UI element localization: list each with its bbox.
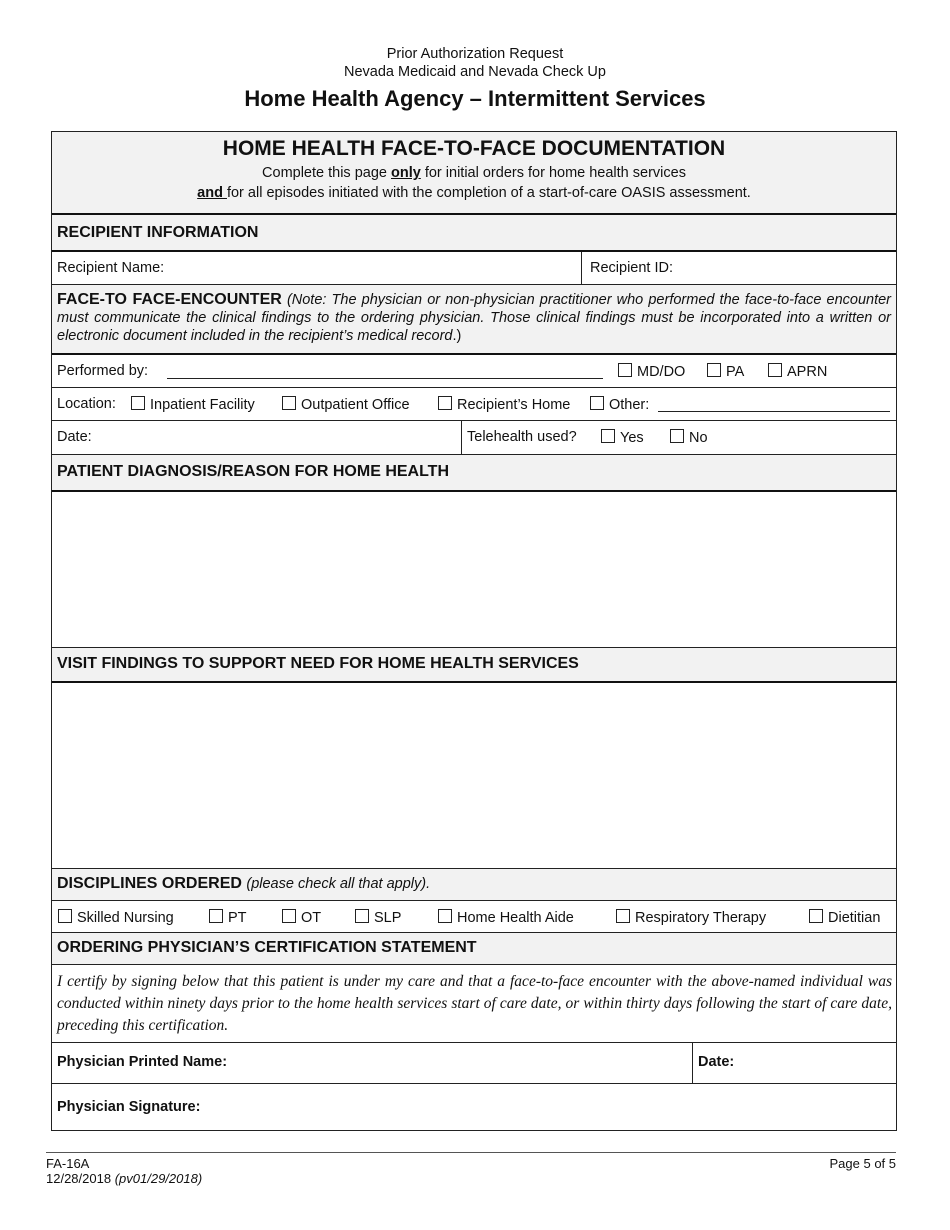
findings-textarea[interactable]	[52, 681, 896, 868]
physician-date-label: Date:	[698, 1054, 735, 1070]
recipient-section-header	[52, 213, 896, 250]
checkbox-icon	[601, 429, 615, 443]
face-to-face-form	[51, 131, 897, 1131]
physician-signature-label: Physician Signature:	[57, 1099, 201, 1115]
disciplines-note: (please check all that apply).	[246, 876, 431, 892]
recipient-name-field[interactable]	[52, 252, 581, 284]
telehealth-cell	[461, 421, 896, 454]
recipient-name-label: Recipient Name:	[57, 260, 165, 276]
outpatient-office-label: Outpatient Office	[301, 397, 410, 413]
diagnosis-section-header	[52, 454, 896, 490]
banner-line2-bold: and	[197, 185, 227, 201]
aprn-label: APRN	[787, 364, 828, 380]
checkbox-icon	[58, 909, 72, 923]
telehealth-label: Telehealth used?	[467, 429, 577, 445]
footer-date: 12/28/2018	[46, 1171, 112, 1186]
recipients-home-label: Recipient’s Home	[457, 397, 571, 413]
certification-section-header	[52, 932, 896, 964]
header-line2: Nevada Medicaid and Nevada Check Up	[344, 64, 606, 80]
footer-date-line	[46, 1171, 202, 1186]
form-banner-title: HOME HEALTH FACE-TO-FACE DOCUMENTATION	[222, 137, 726, 160]
skilled-nursing-checkbox[interactable]	[58, 909, 174, 926]
checkbox-icon	[809, 909, 823, 923]
checkbox-icon	[131, 396, 145, 410]
banner-line2-post: for all episodes initiated with the completion of a start-of-care OASIS assessment.	[226, 185, 751, 201]
diagnosis-textarea[interactable]	[52, 490, 896, 647]
checkbox-icon	[282, 396, 296, 410]
location-label: Location:	[57, 396, 116, 412]
recipient-id-label: Recipient ID:	[590, 260, 674, 276]
recipient-id-field[interactable]	[581, 252, 896, 284]
telehealth-no-checkbox[interactable]	[670, 429, 708, 446]
footer-form-id: FA-16A	[46, 1156, 90, 1171]
header-line1: Prior Authorization Request	[386, 46, 564, 62]
encounter-title: FACE-TO FACE-ENCOUNTER	[57, 291, 282, 308]
telehealth-no-label: No	[689, 430, 708, 446]
telehealth-yes-checkbox[interactable]	[601, 429, 644, 446]
slp-label: SLP	[374, 910, 402, 926]
checkbox-icon	[590, 396, 604, 410]
banner-line1-post: for initial orders for home health services	[420, 165, 686, 181]
banner-line2	[52, 185, 896, 201]
disciplines-row	[52, 900, 896, 932]
banner-line1-pre: Complete this page	[262, 165, 391, 181]
diagnosis-section-title: PATIENT DIAGNOSIS/REASON FOR HOME HEALTH	[57, 463, 450, 480]
form-banner	[52, 132, 896, 213]
footer-version: (pv01/29/2018)	[114, 1171, 203, 1186]
date-telehealth-row	[52, 420, 896, 454]
checkbox-icon	[768, 363, 782, 377]
checkbox-icon	[355, 909, 369, 923]
checkbox-icon	[438, 909, 452, 923]
physician-name-row	[52, 1042, 896, 1083]
physician-signature-field[interactable]	[52, 1083, 896, 1130]
respiratory-therapy-checkbox[interactable]	[616, 909, 766, 926]
findings-section-title: VISIT FINDINGS TO SUPPORT NEED FOR HOME HEALTH SERVICES	[57, 655, 579, 672]
footer-page-number: Page 5 of 5	[829, 1156, 896, 1171]
home-health-aide-checkbox[interactable]	[438, 909, 574, 926]
ot-checkbox[interactable]	[282, 909, 321, 926]
encounter-note: (Note: The physician or non-physician practitioner who performed the face-to-face encounter must communicate the clinical findings to the ordering physician. Those clinical findings must be incorporated into a written or electronic document included in the recipient’s medical record	[57, 292, 892, 344]
performed-by-input[interactable]	[167, 362, 603, 378]
recipients-home-checkbox[interactable]	[438, 396, 570, 413]
dietitian-label: Dietitian	[828, 910, 881, 926]
certification-statement: I certify by signing below that this patient is under my care and that a face-to-face encounter with the above-named individual was conducted within ninety days prior to the home health services start of care date, or within thirty days following the start of care date, preceding this certification.	[52, 964, 896, 1042]
home-health-aide-label: Home Health Aide	[457, 910, 574, 926]
footer-rule	[46, 1152, 896, 1153]
certification-section-title: ORDERING PHYSICIAN’S CERTIFICATION STATEMENT	[57, 939, 477, 956]
header-block	[0, 45, 950, 81]
md-do-checkbox[interactable]	[618, 363, 685, 380]
other-location-checkbox[interactable]	[590, 396, 649, 413]
checkbox-icon	[616, 909, 630, 923]
disciplines-section-header	[52, 868, 896, 900]
outpatient-office-checkbox[interactable]	[282, 396, 410, 413]
findings-section-header	[52, 647, 896, 681]
pt-label: PT	[228, 910, 247, 926]
respiratory-therapy-label: Respiratory Therapy	[635, 910, 767, 926]
physician-printed-name-label: Physician Printed Name:	[57, 1054, 228, 1070]
checkbox-icon	[282, 909, 296, 923]
encounter-date-field[interactable]	[52, 421, 461, 454]
pa-checkbox[interactable]	[707, 363, 744, 380]
md-do-label: MD/DO	[637, 364, 686, 380]
banner-line1-bold: only	[391, 165, 421, 181]
performed-by-row	[52, 353, 896, 387]
checkbox-icon	[618, 363, 632, 377]
disciplines-section-title: DISCIPLINES ORDERED	[57, 875, 242, 892]
recipient-row	[52, 250, 896, 284]
pa-label: PA	[726, 364, 745, 380]
physician-printed-name-field[interactable]	[52, 1043, 692, 1083]
other-location-input[interactable]	[658, 395, 890, 411]
performed-by-label: Performed by:	[57, 363, 149, 379]
aprn-checkbox[interactable]	[768, 363, 827, 380]
inpatient-facility-checkbox[interactable]	[131, 396, 255, 413]
inpatient-facility-label: Inpatient Facility	[150, 397, 255, 413]
page-title: Home Health Agency – Intermittent Services	[244, 86, 706, 111]
footer-left	[46, 1156, 202, 1186]
checkbox-icon	[707, 363, 721, 377]
dietitian-checkbox[interactable]	[809, 909, 880, 926]
banner-line1	[52, 165, 896, 181]
checkbox-icon	[438, 396, 452, 410]
recipient-section-title: RECIPIENT INFORMATION	[57, 224, 259, 241]
slp-checkbox[interactable]	[355, 909, 401, 926]
skilled-nursing-label: Skilled Nursing	[77, 910, 174, 926]
pt-checkbox[interactable]	[209, 909, 247, 926]
checkbox-icon	[209, 909, 223, 923]
encounter-date-label: Date:	[57, 429, 92, 445]
other-location-label: Other:	[609, 397, 650, 413]
encounter-section-header	[52, 284, 896, 353]
location-row	[52, 387, 896, 420]
physician-date-field[interactable]	[692, 1043, 896, 1083]
telehealth-yes-label: Yes	[620, 430, 644, 446]
ot-label: OT	[301, 910, 322, 926]
encounter-note-end: .)	[452, 328, 462, 344]
checkbox-icon	[670, 429, 684, 443]
